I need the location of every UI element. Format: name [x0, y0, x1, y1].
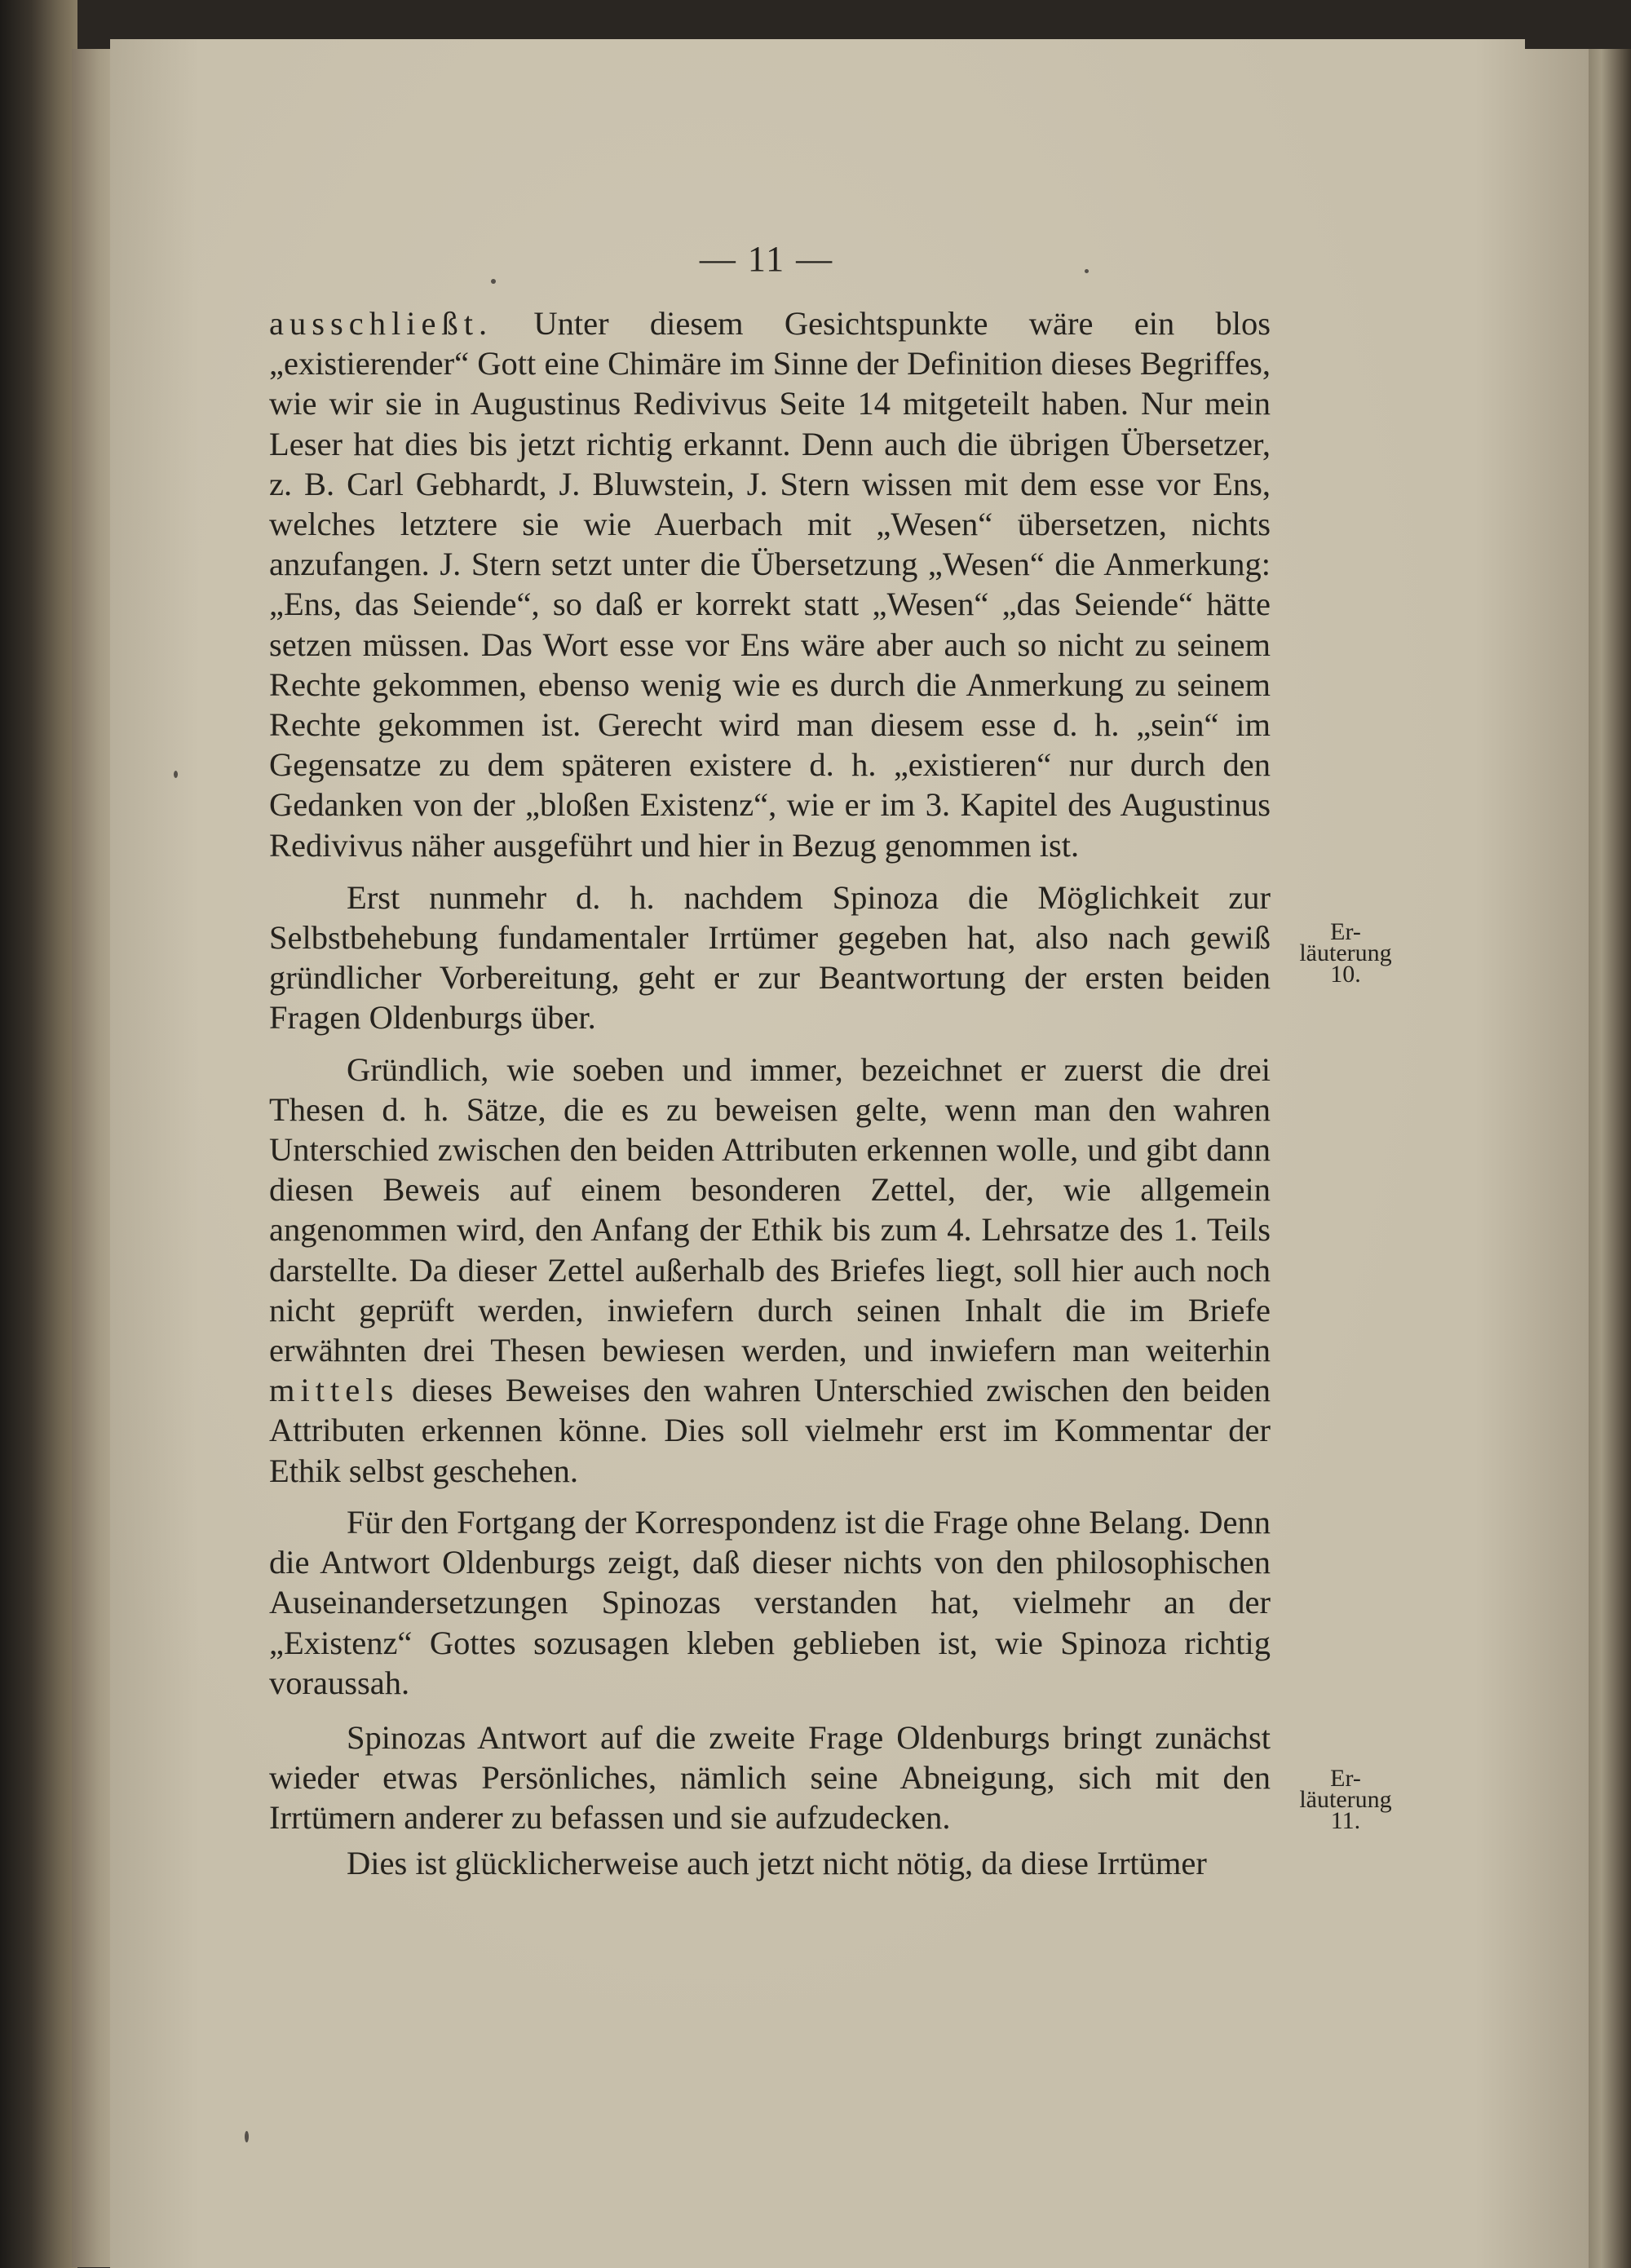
paragraph-2: Erst nunmehr d. h. nachdem Spinoza die Möglichkeit zur Selbstbehebung fundamentaler Irrtümer gegeben hat, also nach gewiß gründlicher Vorbereitung, geht er zur Beantwortung der ersten beiden Fragen Oldenburgs über.: [269, 878, 1271, 1037]
body-text: [269, 303, 1271, 1883]
speck: [245, 2131, 249, 2142]
margin-note-erlaeuterung-10: [1272, 918, 1419, 988]
spaced-lead-word: ausschließt.: [269, 305, 493, 342]
margin-note-line: Er-: [1330, 1765, 1361, 1792]
paragraph-text: dieses Beweises den wahren Unterschied zwischen den beiden Attributen erkennen könne. Dies soll vielmehr erst im Kommentar der Ethik selbst geschehen.: [269, 1372, 1271, 1489]
margin-note-erlaeuterung-11: [1272, 1765, 1419, 1834]
margin-note-line: Er-: [1330, 918, 1361, 945]
speck: [491, 279, 496, 284]
margin-note-line: 11.: [1330, 1807, 1361, 1834]
speck: [174, 771, 178, 778]
paragraph-4: Für den Fortgang der Korrespondenz ist die Frage ohne Belang. Denn die Antwort Oldenburgs zeigt, daß dieser nichts von den philosophischen Auseinandersetzungen Spinozas verstanden hat, vielmehr an der „Existenz“ Gottes sozusagen kleben geblieben ist, wie Spinoza richtig voraussah.: [269, 1503, 1271, 1701]
paragraph-1: [269, 303, 1271, 865]
paragraph-text: Gründlich, wie soeben und immer, bezeichnet er zuerst die drei Thesen d. h. Sätze, die es zu beweisen gelte, wenn man den wahren Unterschied zwischen den beiden Attributen erkennen wolle, und gibt dann diesen Beweis auf einem besonderen Zettel, der, wie allgemein angenommen wird, den Anfang der Ethik bis zum 4. Lehrsatze des 1. Teils darstellte. Da dieser Zettel außerhalb des Briefes liegt, soll hier auch noch nicht geprüft werden, inwiefern durch seinen Inhalt die im Briefe erwähnten drei Thesen bewiesen werden, und inwiefern man weiterhin: [269, 1050, 1271, 1369]
book-binding: [0, 0, 77, 2268]
page-number: — 11 —: [699, 239, 834, 279]
page-edge-stack: [1589, 33, 1631, 2268]
spaced-word: mittels: [269, 1372, 400, 1409]
speck: [1085, 269, 1089, 273]
margin-note-line: läuterung: [1299, 1786, 1392, 1813]
margin-note-line: läuterung: [1299, 939, 1392, 966]
page-corner-shadow: [1525, 0, 1631, 49]
paragraph-6: Dies ist glücklicherweise auch jetzt nicht nötig, da diese Irrtümer: [347, 1844, 1207, 1881]
paragraph-text: Unter diesem Gesichtspunkte wäre ein blos „existierender“ Gott eine Chimäre im Sinne der Definition dieses Begriffes, wie wir sie in Augustinus Redivivus Seite 14 mitgeteilt haben. Nur mein Leser hat dies bis jetzt richtig erkannt. Denn auch die übrigen Übersetzer, z. B. Carl Gebhardt, J. Bluwstein, J. Stern wissen mit dem esse vor Ens, welches letztere sie wie Auerbach mit „Wesen“ übersetzen, nichts anzufangen. J. Stern setzt unter die Übersetzung „Wesen“ die Anmerkung: „Ens, das Seiende“, so daß er korrekt statt „Wesen“ „das Seiende“ hätte setzen müssen. Das Wort esse vor Ens wäre aber auch so nicht zu seinem Rechte gekommen, ebenso wenig wie es durch die Anmerkung zu seinem Rechte gekommen ist. Gerecht wird man diesem esse d. h. „sein“ im Gegensatze zu dem späteren existere d. h. „existieren“ nur durch den Gedanken von der „bloßen Existenz“, wie er im 3. Kapitel des Augustinus Redivivus näher ausgeführt und hier in Bezug genommen ist.: [269, 305, 1271, 864]
paragraph-3: [269, 1050, 1271, 1491]
margin-note-line: 10.: [1330, 961, 1361, 988]
paragraph-5: Spinozas Antwort auf die zweite Frage Oldenburgs bringt zunächst wieder etwas Persönliches, nämlich seine Abneigung, sich mit den Irrtümern anderer zu befassen und sie aufzudecken.: [269, 1718, 1271, 1837]
